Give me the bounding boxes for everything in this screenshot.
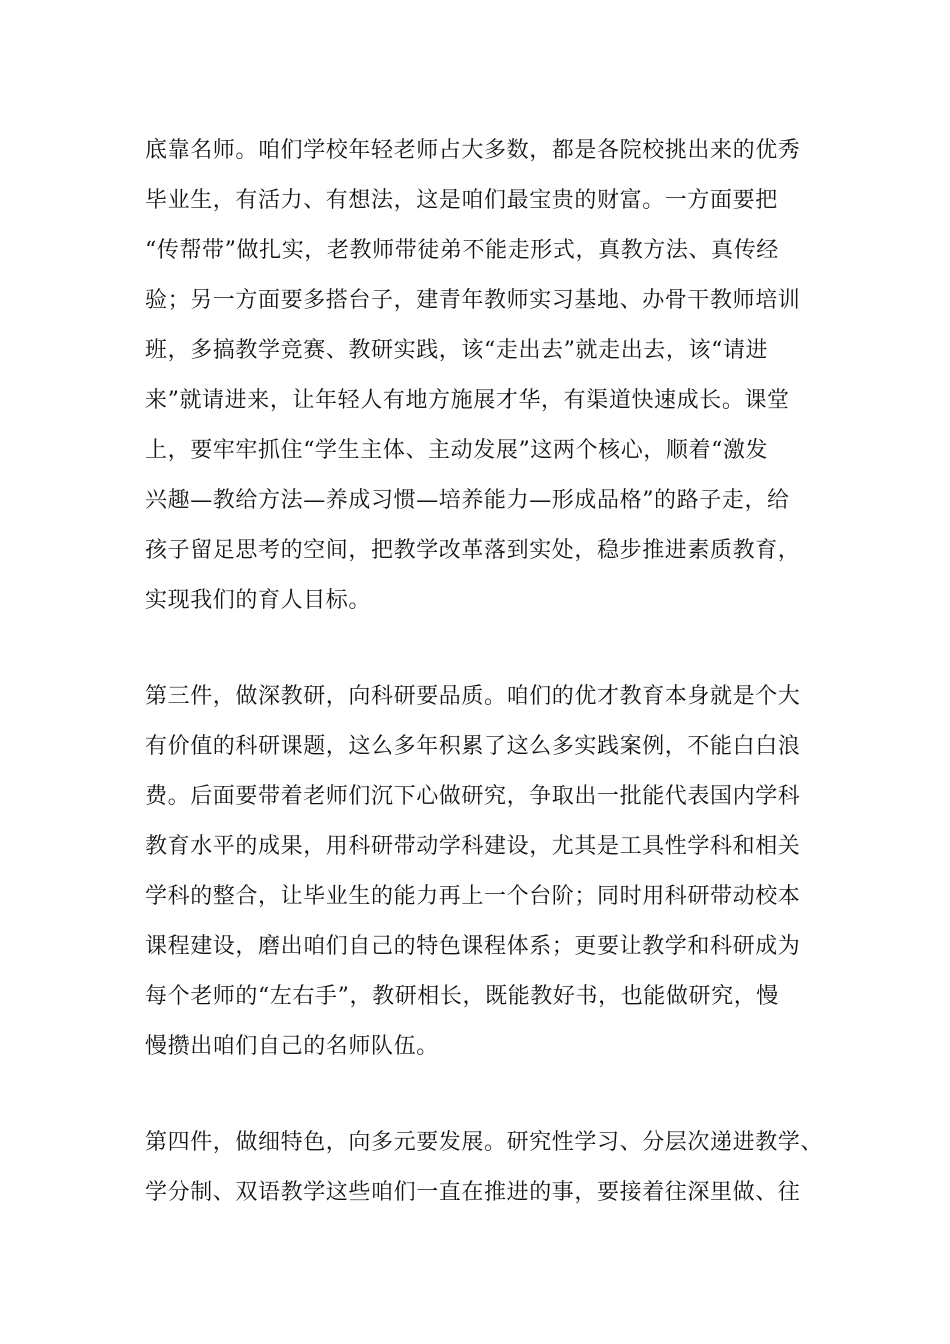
paragraph-1-line-8: 兴趣—教给方法—养成习惯—培养能力—形成品格”的路子走，给 [145, 488, 790, 513]
paragraph-1-line-3: “传帮带”做扎实，老教师带徒弟不能走形式，真教方法、真传经 [145, 238, 779, 263]
paragraph-2-line-3: 费。后面要带着老师们沉下心做研究，争取出一批能代表国内学科 [145, 784, 801, 809]
paragraph-1-line-10: 实现我们的育人目标。 [145, 588, 372, 613]
paragraph-2-line-5: 学科的整合，让毕业生的能力再上一个台阶；同时用科研带动校本 [145, 884, 801, 909]
paragraph-2-line-7: 每个老师的“左右手”，教研相长，既能教好书，也能做研究，慢 [145, 984, 779, 1009]
paragraph-3-line-2: 学分制、双语教学这些咱们一直在推进的事，要接着往深里做、往 [145, 1180, 801, 1205]
paragraph-3-line-1: 第四件，做细特色，向多元要发展。研究性学习、分层次递进教学、 [145, 1130, 824, 1155]
paragraph-2-line-8: 慢攒出咱们自己的名师队伍。 [145, 1034, 439, 1059]
paragraph-2-line-4: 教育水平的成果，用科研带动学科建设，尤其是工具性学科和相关 [145, 834, 801, 859]
paragraph-1-line-5: 班，多搞教学竞赛、教研实践，该“走出去”就走出去，该“请进 [145, 338, 769, 363]
paragraph-1-line-6: 来”就请进来，让年轻人有地方施展才华，有渠道快速成长。课堂 [145, 388, 790, 413]
paragraph-1-line-7: 上，要牢牢抓住“学生主体、主动发展”这两个核心，顺着“激发 [145, 438, 769, 463]
paragraph-2-line-2: 有价值的科研课题，这么多年积累了这么多实践案例，不能白白浪 [145, 734, 801, 759]
paragraph-2-line-6: 课程建设，磨出咱们自己的特色课程体系；更要让教学和科研成为 [145, 934, 801, 959]
paragraph-1-line-1: 底靠名师。咱们学校年轻老师占大多数，都是各院校挑出来的优秀 [145, 138, 801, 163]
paragraph-1-line-4: 验；另一方面要多搭台子，建青年教师实习基地、办骨干教师培训 [145, 288, 801, 313]
paragraph-1-line-2: 毕业生，有活力、有想法，这是咱们最宝贵的财富。一方面要把 [145, 188, 778, 213]
paragraph-1-line-9: 孩子留足思考的空间，把教学改革落到实处，稳步推进素质教育， [145, 538, 801, 563]
paragraph-2-line-1: 第三件，做深教研，向科研要品质。咱们的优才教育本身就是个大 [145, 684, 801, 709]
